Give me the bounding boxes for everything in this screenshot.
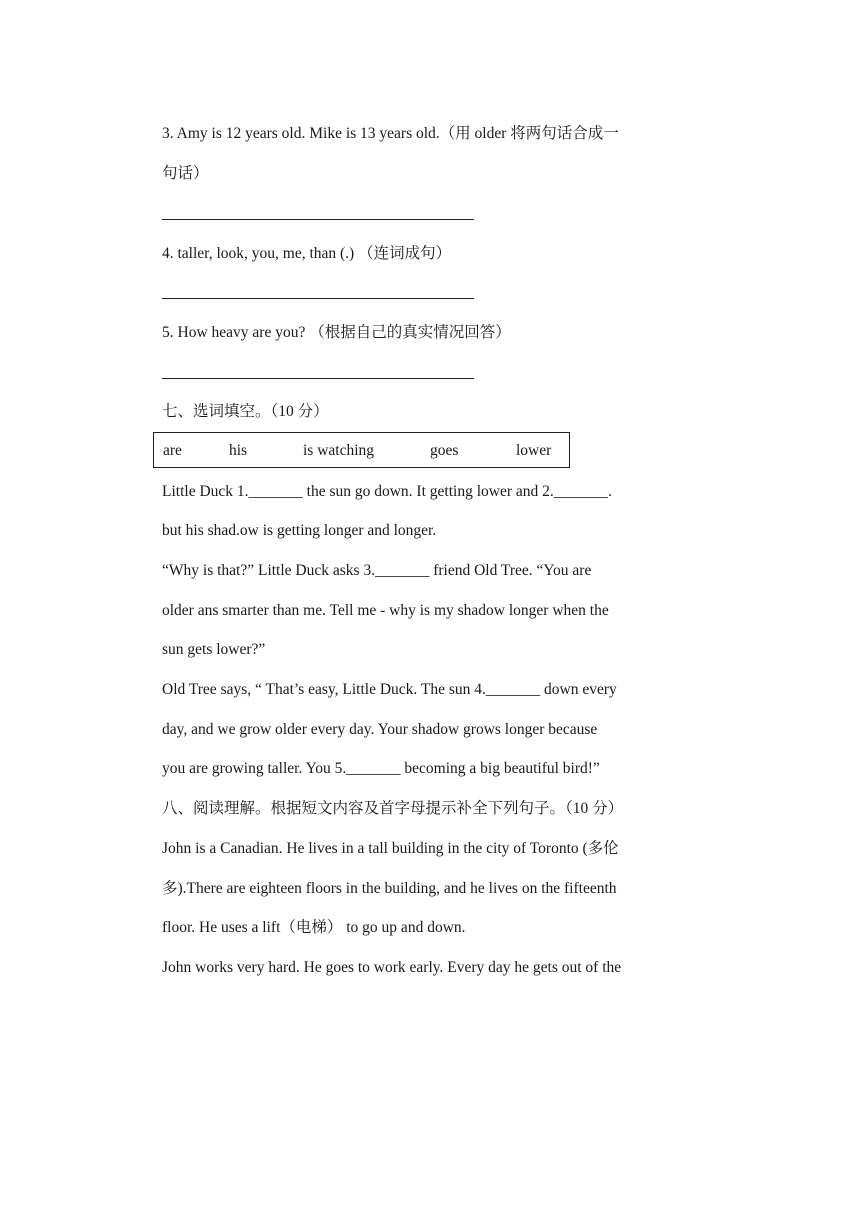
question-5: 5. How heavy are you? （根据自己的真实情况回答） [162, 324, 511, 341]
passage-line: older ans smarter than me. Tell me - why is my shadow longer when the [162, 602, 609, 619]
question-3-line-1: 3. Amy is 12 years old. Mike is 13 years old.（用 older 将两句话合成一 [162, 125, 619, 142]
section-8-heading: 八、阅读理解。根据短文内容及首字母提示补全下列句子。（10 分） [162, 800, 624, 817]
word-bank-box [153, 432, 570, 468]
question-4: 4. taller, look, you, me, than (.) （连词成句） [162, 245, 452, 262]
reading-line: floor. He uses a lift（电梯） to go up and down. [162, 919, 466, 936]
reading-line: John works very hard. He goes to work early. Every day he gets out of the [162, 959, 622, 976]
word-bank-item: his [229, 442, 248, 459]
reading-line: 多).There are eighteen floors in the building, and he lives on the fifteenth [162, 880, 617, 897]
word-bank-item: is watching [303, 442, 375, 459]
answer-line-5[interactable] [162, 378, 474, 379]
word-bank-item: lower [516, 442, 552, 459]
passage-line: sun gets lower?” [162, 641, 266, 658]
word-bank-item: are [163, 442, 182, 459]
passage-line: Little Duck 1._______ the sun go down. It getting lower and 2._______. [162, 483, 612, 500]
passage-line: you are growing taller. You 5._______ becoming a big beautiful bird!” [162, 760, 600, 777]
passage-line: day, and we grow older every day. Your shadow grows longer because [162, 721, 598, 738]
answer-line-4[interactable] [162, 298, 474, 299]
answer-line-3[interactable] [162, 219, 474, 220]
reading-line: John is a Canadian. He lives in a tall building in the city of Toronto (多伦 [162, 840, 619, 857]
section-7-heading: 七、选词填空。（10 分） [162, 403, 329, 420]
question-3-line-2: 句话） [162, 165, 209, 182]
word-bank-item: goes [430, 442, 459, 459]
passage-line: Old Tree says, “ That’s easy, Little Duck. The sun 4._______ down every [162, 681, 617, 698]
passage-line: but his shad.ow is getting longer and longer. [162, 522, 437, 539]
passage-line: “Why is that?” Little Duck asks 3._______ friend Old Tree. “You are [162, 562, 592, 579]
